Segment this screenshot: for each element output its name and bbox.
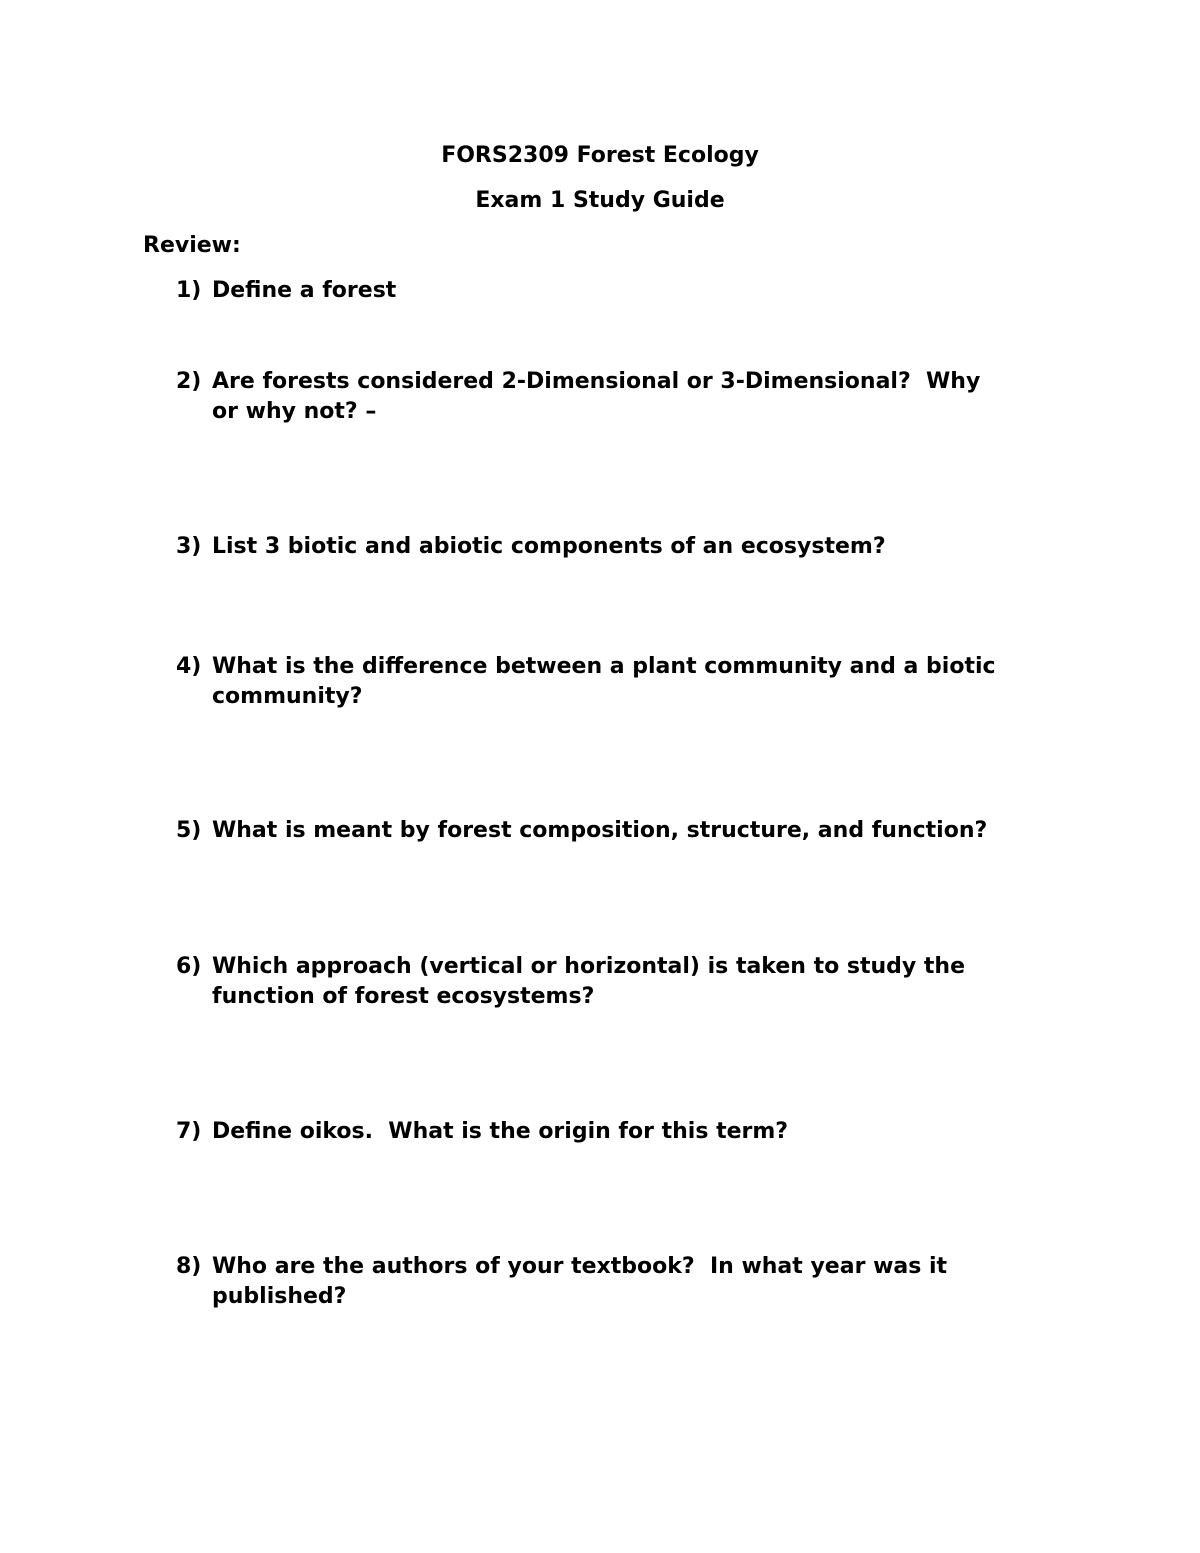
- question-text: List 3 biotic and abiotic components of an ecosystem?: [212, 534, 886, 559]
- question-number: 8): [176, 1254, 202, 1279]
- question-number: 2): [176, 369, 202, 394]
- question-item: [176, 652, 1076, 712]
- question-item: [176, 367, 1076, 427]
- question-number: 7): [176, 1119, 202, 1144]
- question-text: Define oikos. What is the origin for this term?: [212, 1119, 789, 1144]
- question-number: 4): [176, 654, 202, 679]
- question-text: What is meant by forest composition, structure, and function?: [212, 818, 988, 843]
- question-item: [176, 276, 1076, 306]
- question-text: What is the difference between a plant community and a biotic community?: [212, 654, 996, 709]
- question-item: [176, 1252, 1076, 1312]
- question-number: 5): [176, 818, 202, 843]
- question-number: 1): [176, 278, 202, 303]
- question-item: [176, 952, 1076, 1012]
- course-title: FORS2309 Forest Ecology: [441, 143, 759, 168]
- question-text: Which approach (vertical or horizontal) is taken to study the function of forest ecosystems?: [212, 954, 965, 1009]
- question-item: [176, 532, 1076, 562]
- question-text: Define a forest: [212, 278, 397, 303]
- question-number: 3): [176, 534, 202, 559]
- question-number: 6): [176, 954, 202, 979]
- question-item: [176, 816, 1076, 846]
- section-label: Review:: [143, 233, 241, 258]
- document-title: Exam 1 Study Guide: [475, 188, 725, 213]
- question-text: Are forests considered 2-Dimensional or 3-Dimensional? Why or why not? –: [212, 369, 981, 424]
- question-text: Who are the authors of your textbook? In what year was it published?: [212, 1254, 948, 1309]
- question-item: [176, 1117, 1076, 1147]
